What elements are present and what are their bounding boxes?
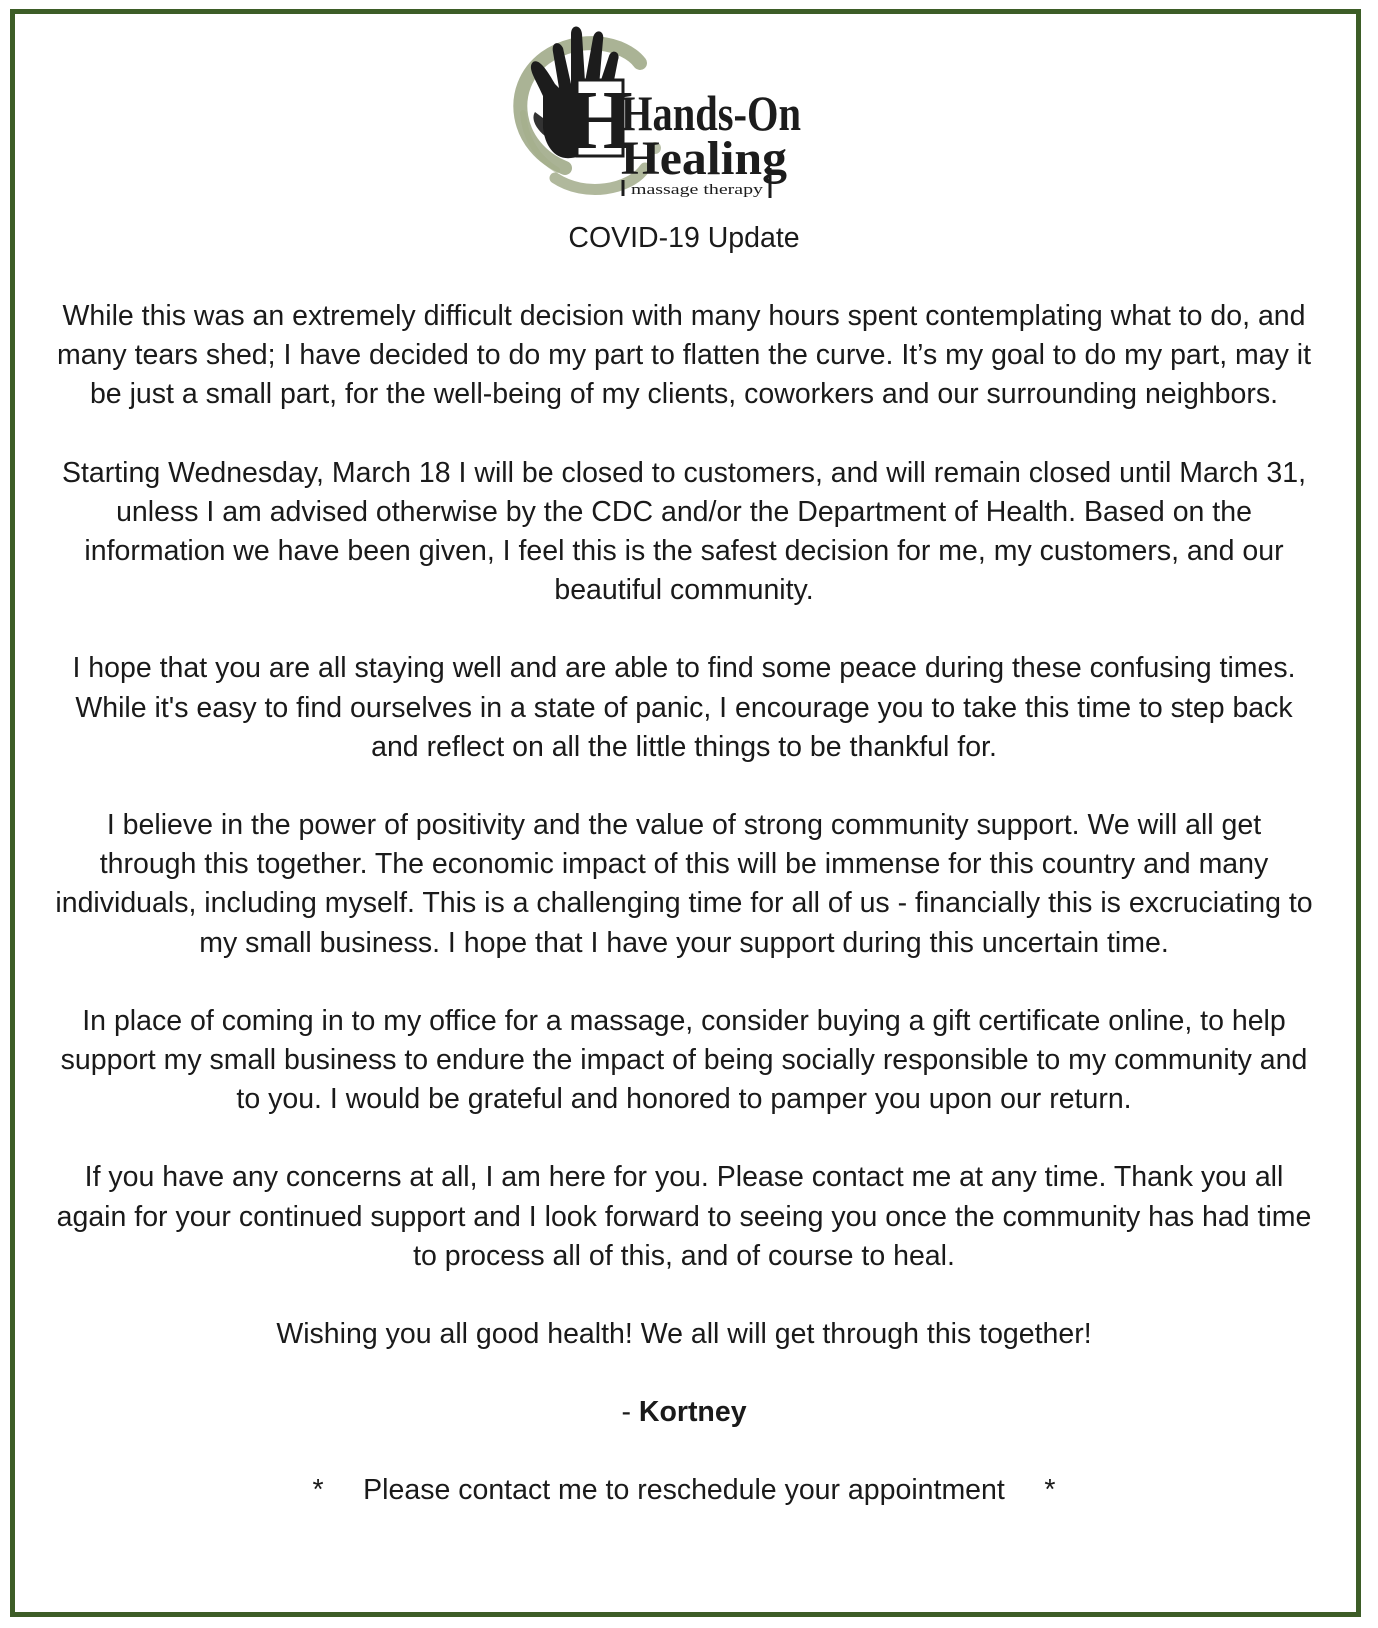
svg-text:H: H — [567, 74, 633, 167]
signature-name: Kortney — [638, 1396, 747, 1429]
page-title: COVID-19 Update — [568, 222, 800, 254]
paragraph: While this was an extremely difficult decision with many hours spent contemplating what to do, and many tears shed; I have decided to do my part to flatten the curve. It’s my goal to do my part, may it be just a small part, for the well-being of my clients, coworkers and our surrounding neighbors. — [56, 300, 1312, 411]
paragraph: I hope that you are all staying well and are able to find some peace during these confusing times. While it's easy to find ourselves in a state of panic, I encourage you to take this time to step back and reflect on all the little things to be thankful for. — [72, 652, 1296, 763]
letter-body — [55, 218, 1313, 1511]
asterisk-left: * — [312, 1474, 324, 1507]
paragraph: If you have any concerns at all, I am here for you. Please contact me at any time. Thank you all again for your continued support and I look forward to seeing you once the community has had time to process all of this, and of course to heal. — [56, 1161, 1312, 1272]
logo-line1: Hands-On — [621, 85, 802, 141]
footnote — [55, 1471, 1313, 1510]
signature — [55, 1393, 1313, 1432]
logo-line2: Healing — [621, 132, 787, 185]
paragraph: I believe in the power of positivity and the value of strong community support. We will all get through this together. The economic impact of this will be immense for this country and many individuals, including myself. This is a challenging time for all of us - financially this is excruciating to my small business. I hope that I have your support during this uncertain time. — [55, 809, 1313, 959]
logo-tagline: massage therapy — [631, 182, 764, 198]
paragraph: In place of coming in to my office for a massage, consider buying a gift certificate online, to help support my small business to endure the impact of being socially responsible to my community and to you. I would be grateful and honored to pamper you upon our return. — [60, 1004, 1308, 1116]
footnote-text: Please contact me to reschedule your appointment — [363, 1474, 1005, 1507]
logo — [505, 18, 840, 200]
closing-line: Wishing you all good health! We all will get through this together! — [276, 1318, 1092, 1351]
paragraph: Starting Wednesday, March 18 I will be closed to customers, and will remain closed until March 31, unless I am advised otherwise by the CDC and/or the Department of Health. Based on the information we have been given, I feel this is the safest decision for me, my customers, and our beautiful community. — [61, 456, 1306, 607]
asterisk-right: * — [1044, 1474, 1056, 1507]
signature-dash: - — [621, 1396, 639, 1429]
